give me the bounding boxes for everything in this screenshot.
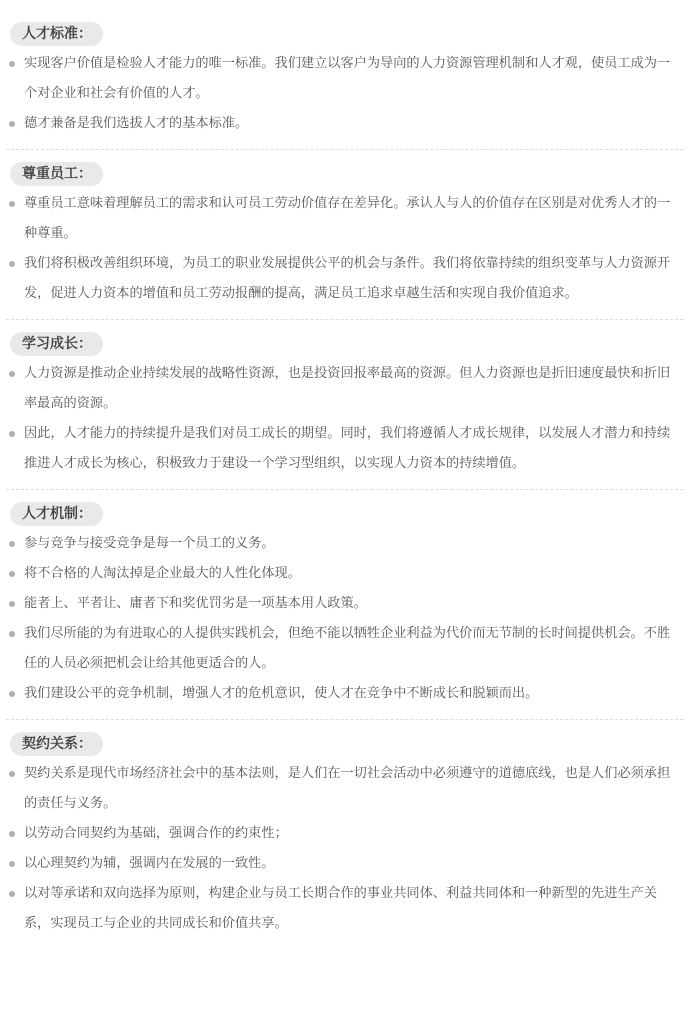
list-item [6,359,683,419]
bullet-dot-icon [9,431,15,437]
list-item-text: 契约关系是现代市场经济社会中的基本法则，是人们在一切社会活动中必须遵守的道德底线，也是人们必须承担的责任与义务。 [24,766,671,811]
item-list [6,189,683,309]
list-item-text: 实现客户价值是检验人才能力的唯一标准。我们建立以客户为导向的人力资源管理机制和人才观，使员工成为一个对企业和社会有价值的人才。 [24,56,671,101]
section-heading: 人才机制： [10,502,103,526]
section-talent-mechanism [6,502,683,720]
section-talent-standard [6,22,683,150]
section-heading: 尊重员工： [10,162,103,186]
bullet-dot-icon [9,891,15,897]
list-item-text: 我们建设公平的竞争机制，增强人才的危机意识，使人才在竞争中不断成长和脱颖而出。 [24,686,539,701]
list-item [6,419,683,479]
list-item [6,49,683,109]
list-item [6,589,683,619]
list-item-text: 能者上、平者让、庸者下和奖优罚劣是一项基本用人政策。 [24,596,367,611]
list-item [6,619,683,679]
item-list [6,529,683,709]
list-item-text: 尊重员工意味着理解员工的需求和认可员工劳动价值存在差异化。承认人与人的价值存在区别是对优秀人才的一种尊重。 [24,196,671,241]
list-item-text: 以对等承诺和双向选择为原则，构建企业与员工长期合作的事业共同体、利益共同体和一种新型的先进生产关系，实现员工与企业的共同成长和价值共享。 [24,886,657,931]
item-list [6,49,683,139]
list-item [6,819,683,849]
list-item-text: 以心理契约为辅，强调内在发展的一致性。 [24,856,275,871]
bullet-dot-icon [9,601,15,607]
list-item [6,189,683,249]
bullet-dot-icon [9,831,15,837]
list-item [6,529,683,559]
list-item-text: 以劳动合同契约为基础，强调合作的约束性； [24,826,288,841]
item-list [6,759,683,939]
list-item-text: 参与竞争与接受竞争是每一个员工的义务。 [24,536,275,551]
bullet-dot-icon [9,371,15,377]
bullet-dot-icon [9,261,15,267]
bullet-dot-icon [9,691,15,697]
list-item [6,849,683,879]
list-item-text: 将不合格的人淘汰掉是企业最大的人性化体现。 [24,566,301,581]
bullet-dot-icon [9,201,15,207]
list-item [6,759,683,819]
list-item-text: 因此，人才能力的持续提升是我们对员工成长的期望。同时，我们将遵循人才成长规律，以发展人才潜力和持续推进人才成长为核心，积极致力于建设一个学习型组织，以实现人力资本的持续增值。 [24,426,671,471]
section-contract-relationship [6,732,683,949]
section-heading: 学习成长： [10,332,103,356]
section-learning-growth [6,332,683,490]
bullet-dot-icon [9,541,15,547]
bullet-dot-icon [9,61,15,67]
bullet-dot-icon [9,771,15,777]
list-item [6,679,683,709]
list-item [6,249,683,309]
list-item-text: 德才兼备是我们选拔人才的基本标准。 [24,116,249,131]
list-item-text: 我们将积极改善组织环境，为员工的职业发展提供公平的机会与条件。我们将依靠持续的组织变革与人力资源开发，促进人力资本的增值和员工劳动报酬的提高，满足员工追求卓越生活和实现自我价值追求。 [24,256,671,301]
list-item [6,109,683,139]
section-heading: 契约关系： [10,732,103,756]
bullet-dot-icon [9,571,15,577]
bullet-dot-icon [9,861,15,867]
item-list [6,359,683,479]
bullet-dot-icon [9,631,15,637]
list-item-text: 人力资源是推动企业持续发展的战略性资源，也是投资回报率最高的资源。但人力资源也是折旧速度最快和折旧率最高的资源。 [24,366,671,411]
list-item [6,879,683,939]
bullet-dot-icon [9,121,15,127]
list-item-text: 我们尽所能的为有进取心的人提供实践机会，但绝不能以牺牲企业利益为代价而无节制的长时间提供机会。不胜任的人员必须把机会让给其他更适合的人。 [24,626,671,671]
section-heading: 人才标准： [10,22,103,46]
list-item [6,559,683,589]
section-respect-employees [6,162,683,320]
